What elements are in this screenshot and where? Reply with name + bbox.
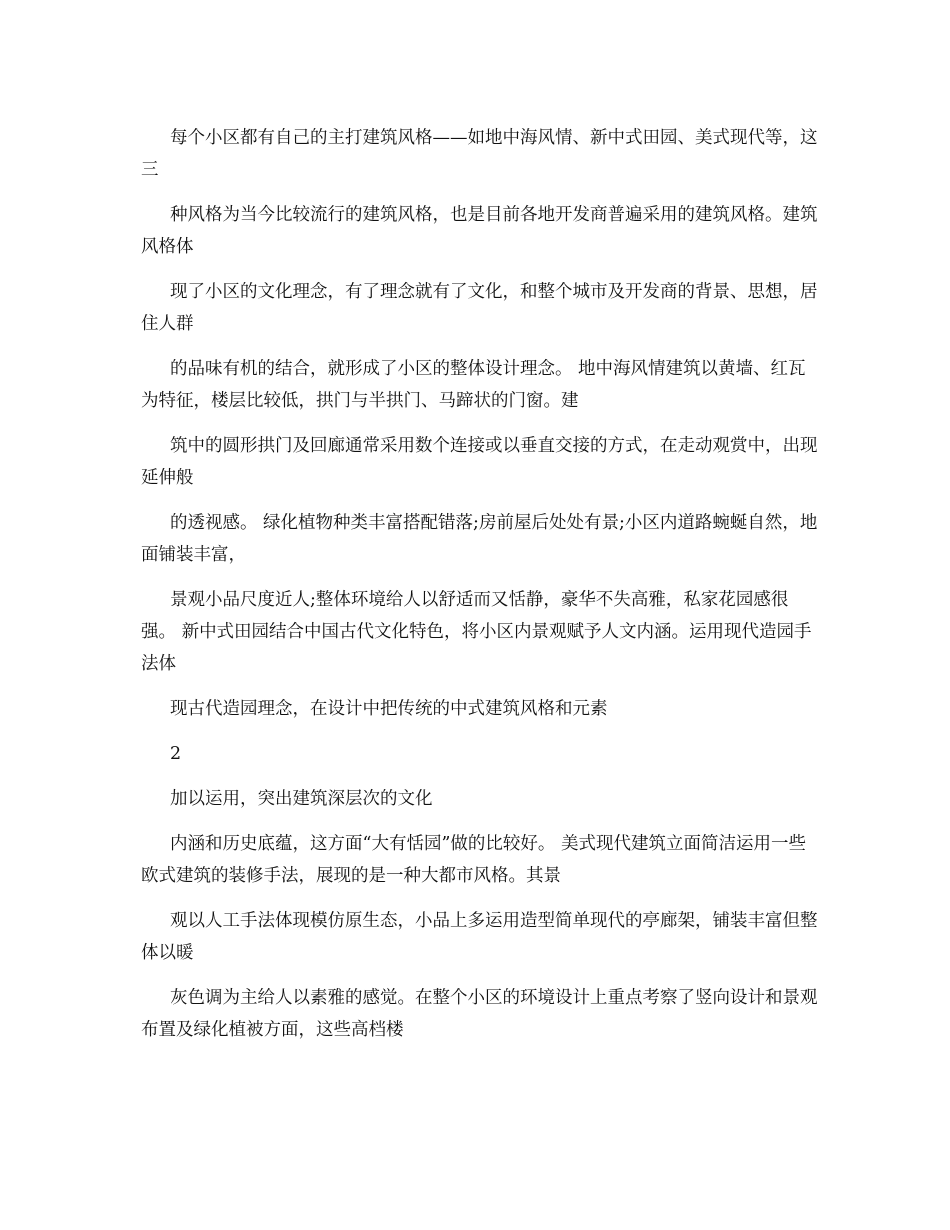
paragraph: 的品味有机的结合，就形成了小区的整体设计理念。 地中海风情建筑以黄墙、红瓦为特征，楼层比较低，拱门与半拱门、马蹄状的门窗。建 [141, 359, 806, 411]
document-body [141, 122, 821, 1059]
paragraph: 每个小区都有自己的主打建筑风格——如地中海风情、新中式田园、美式现代等，这三 [141, 128, 818, 180]
paragraph: 现古代造园理念，在设计中把传统的中式建筑风格和元素 [170, 699, 608, 719]
paragraph: 筑中的圆形拱门及回廊通常采用数个连接或以垂直交接的方式，在走动观赏中，出现延伸般 [141, 436, 818, 488]
paragraph: 灰色调为主给人以素雅的感觉。在整个小区的环境设计上重点考察了竖向设计和景观布置及绿化植被方面，这些高档楼 [141, 988, 818, 1040]
paragraph: 内涵和历史底蕴，这方面“大有恬园”做的比较好。 美式现代建筑立面简洁运用一些欧式建筑的装修手法，展现的是一种大都市风格。其景 [141, 834, 806, 886]
page-number: 2 [170, 744, 182, 764]
paragraph: 景观小品尺度近人;整体环境给人以舒适而又恬静，豪华不失高雅，私家花园感很强。 新中式田园结合中国古代文化特色，将小区内景观赋予人文内涵。运用现代造园手法体 [141, 590, 812, 674]
paragraph: 的透视感。 绿化植物种类丰富搭配错落;房前屋后处处有景;小区内道路蜿蜒自然，地面铺装丰富， [141, 513, 818, 565]
paragraph: 加以运用，突出建筑深层次的文化 [170, 789, 433, 809]
paragraph: 观以人工手法体现模仿原生态，小品上多运用造型简单现代的亭廊架，铺装丰富但整体以暖 [141, 911, 818, 963]
paragraph: 种风格为当今比较流行的建筑风格，也是目前各地开发商普遍采用的建筑风格。建筑风格体 [141, 205, 818, 257]
paragraph: 现了小区的文化理念，有了理念就有了文化，和整个城市及开发商的背景、思想，居住人群 [141, 282, 818, 334]
